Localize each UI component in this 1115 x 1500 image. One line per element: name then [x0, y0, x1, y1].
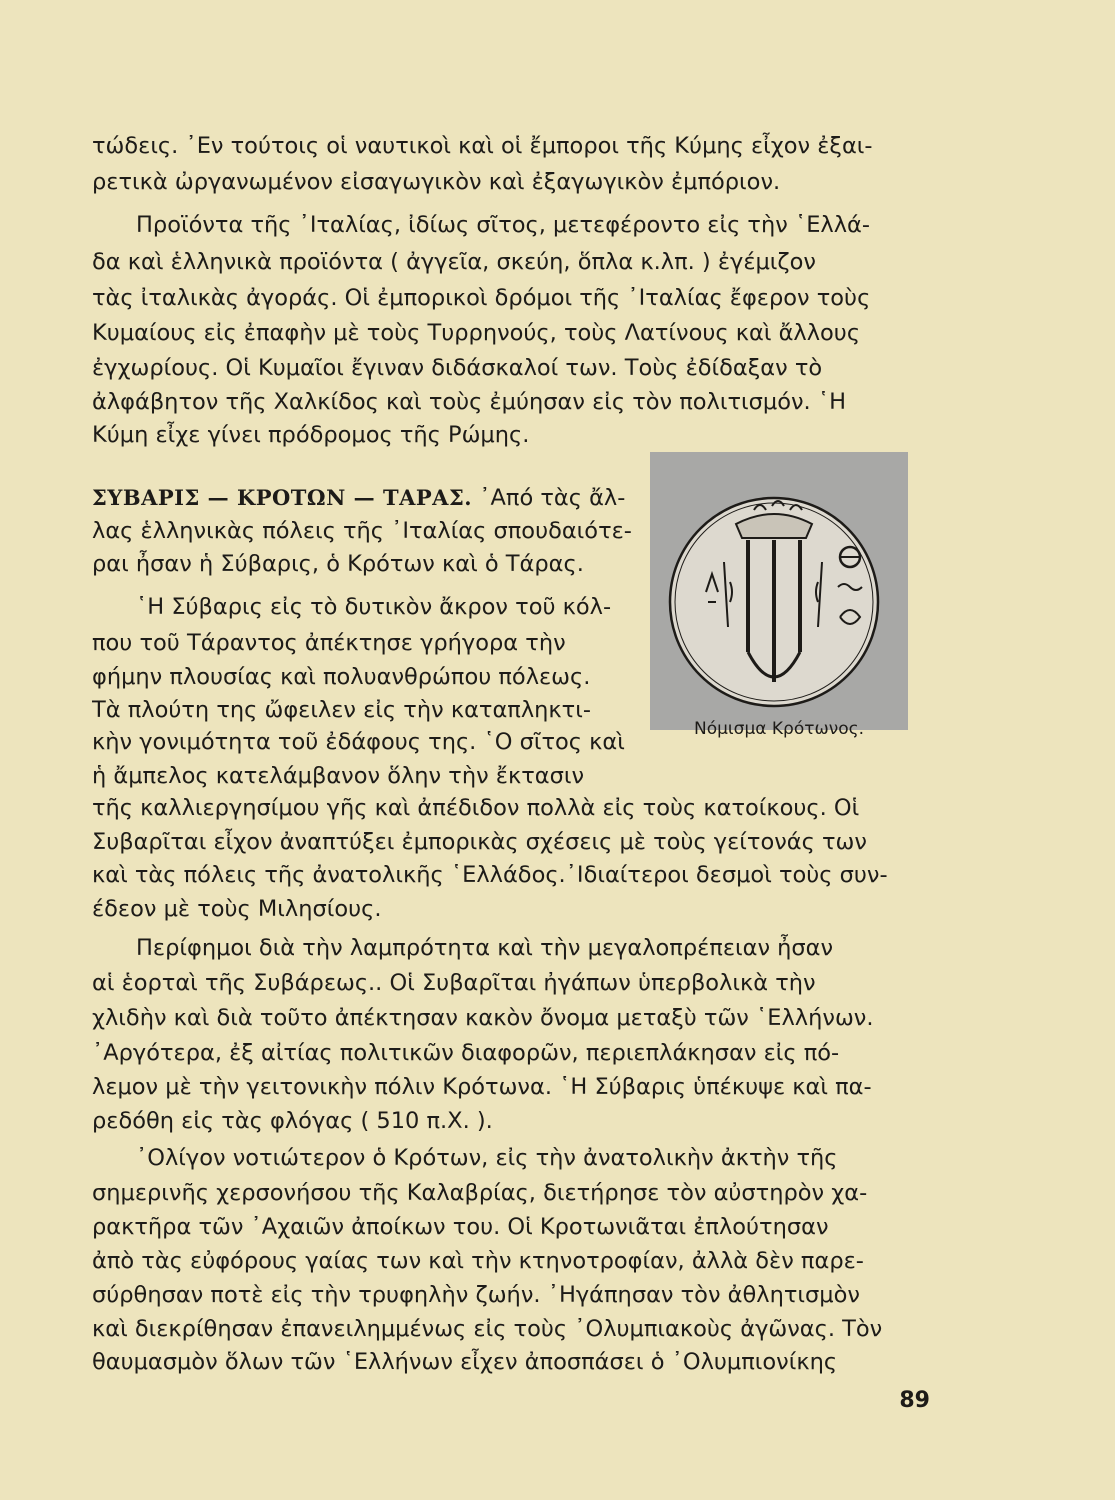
text-line: Συβαρῖται εἶχον ἀναπτύξει ἐμπορικὰς σχέσεις μὲ τοὺς γείτονάς των — [92, 829, 867, 855]
text-line: ἀπὸ τὰς εὐφόρους γαίας των καὶ τὴν κτηνοτροφίαν, ἀλλὰ δὲν παρε- — [92, 1248, 864, 1274]
coin-image — [650, 452, 908, 730]
text-line: Προϊόντα τῆς ᾿Ιταλίας, ἰδίως σῖτος, μετεφέροντο εἰς τὴν ῾Ελλά- — [136, 212, 871, 238]
text-line: ἡ ἄμπελος κατελάμβανον ὅλην τὴν ἔκτασιν — [92, 763, 585, 789]
text-line: ρακτῆρα τῶν ᾿Αχαιῶν ἀποίκων του. Οἱ Κροτωνιᾶται ἐπλούτησαν — [92, 1214, 829, 1240]
text-line: δα καὶ ἑλληνικὰ προϊόντα ( ἀγγεῖα, σκεύη, ὅπλα κ.λπ. ) ἐγέμιζον — [92, 249, 816, 275]
page-number: 89 — [899, 1388, 930, 1413]
text-line: Κυμαίους εἰς ἐπαφὴν μὲ τοὺς Τυρρηνούς, τοὺς Λατίνους καὶ ἄλλους — [92, 320, 861, 346]
text-line: τὰς ἰταλικὰς ἀγοράς. Οἱ ἐμπορικοὶ δρόμοι τῆς ᾿Ιταλίας ἔφερον τοὺς — [92, 285, 871, 311]
text-line: ρεδόθη εἰς τὰς φλόγας ( 510 π.Χ. ). — [92, 1108, 493, 1134]
section-heading: ΣΥΒΑΡΙΣ — ΚΡΟΤΩΝ — ΤΑΡΑΣ. — [92, 485, 473, 510]
coin-drawing — [650, 452, 908, 730]
text-line: Περίφημοι διὰ τὴν λαμπρότητα καὶ τὴν μεγαλοπρέπειαν ἦσαν — [136, 935, 834, 961]
text-line: ἐγχωρίους. Οἱ Κυμαῖοι ἔγιναν διδάσκαλοί των. Τοὺς ἐδίδαξαν τὸ — [92, 355, 823, 381]
text-line: ρετικὰ ὠργανωμένον εἰσαγωγικὸν καὶ ἐξαγωγικὸν ἐμπόριον. — [92, 169, 781, 195]
text-line: ραι ἦσαν ἡ Σύβαρις, ὁ Κρότων καὶ ὁ Τάρας. — [92, 551, 584, 577]
text-line: που τοῦ Τάραντος ἀπέκτησε γρήγορα τὴν — [92, 630, 566, 656]
text-line: αἱ ἑορταὶ τῆς Συβάρεως.. Οἱ Συβαρῖται ἠγάπων ὑπερβολικὰ τὴν — [92, 970, 816, 996]
text-line: έδεον μὲ τοὺς Μιλησίους. — [92, 896, 382, 922]
section-heading-line — [92, 483, 637, 513]
text-line: φήμην πλουσίας καὶ πολυανθρώπου πόλεως. — [92, 664, 591, 690]
text-line: θαυμασμὸν ὅλων τῶν ῾Ελλήνων εἶχεν ἀποσπάσει ὁ ᾿Ολυμπιονίκης — [92, 1349, 838, 1375]
figure-caption: Νόμισμα Κρότωνος. — [694, 719, 864, 739]
text-line: τῆς καλλιεργησίμου γῆς καὶ ἀπέδιδον πολλὰ εἰς τοὺς κατοίκους. Οἱ — [92, 795, 860, 821]
text-line: χλιδὴν καὶ διὰ τοῦτο ἀπέκτησαν κακὸν ὄνομα μεταξὺ τῶν ῾Ελλήνων. — [92, 1005, 874, 1031]
text-line: καὶ τὰς πόλεις τῆς ἀνατολικῆς ῾Ελλάδος.᾿Ιδιαίτεροι δεσμοὶ τοὺς συν- — [92, 862, 888, 888]
text-line: ῾Η Σύβαρις εἰς τὸ δυτικὸν ἄκρον τοῦ κόλ- — [136, 594, 612, 620]
text-line: σύρθησαν ποτὲ εἰς τὴν τρυφηλὴν ζωήν. ᾿Ηγάπησαν τὸν ἀθλητισμὸν — [92, 1282, 860, 1308]
text-line: Κύμη εἶχε γίνει πρόδρομος τῆς Ρώμης. — [92, 422, 530, 448]
text-line: λεμον μὲ τὴν γειτονικὴν πόλιν Κρότωνα. ῾Η Σύβαρις ὑπέκυψε καὶ πα- — [92, 1074, 872, 1100]
text-line: τώδεις. ᾿Εν τούτοις οἱ ναυτικοὶ καὶ οἱ ἔμποροι τῆς Κύμης εἶχον ἐξαι- — [92, 133, 873, 159]
text-line: λας ἑλληνικὰς πόλεις τῆς ᾿Ιταλίας σπουδαιότε- — [92, 518, 632, 544]
text-line: καὶ διεκρίθησαν ἐπανειλημμένως εἰς τοὺς ᾿Ολυμπιακοὺς ἀγῶνας. Τὸν — [92, 1316, 883, 1342]
text-line: ᾿Αργότερα, ἐξ αἰτίας πολιτικῶν διαφορῶν, περιεπλάκησαν εἰς πό- — [92, 1040, 840, 1066]
text-line: ᾿Ολίγον νοτιώτερον ὁ Κρότων, εἰς τὴν ἀνατολικὴν ἀκτὴν τῆς — [136, 1145, 838, 1171]
section-heading-continuation: ᾿Από τὰς ἄλ- — [472, 485, 626, 511]
text-line: κὴν γονιμότητα τοῦ ἐδάφους της. ῾Ο σῖτος καὶ — [92, 729, 625, 755]
text-line: ἀλφάβητον τῆς Χαλκίδος καὶ τοὺς ἐμύησαν εἰς τὸν πολιτισμόν. ῾Η — [92, 389, 847, 415]
text-line: Τὰ πλούτη της ὤφειλεν εἰς τὴν καταπληκτι- — [92, 697, 591, 723]
text-line: σημερινῆς χερσονήσου τῆς Καλαβρίας, διετήρησε τὸν αὐστηρὸν χα- — [92, 1180, 868, 1206]
